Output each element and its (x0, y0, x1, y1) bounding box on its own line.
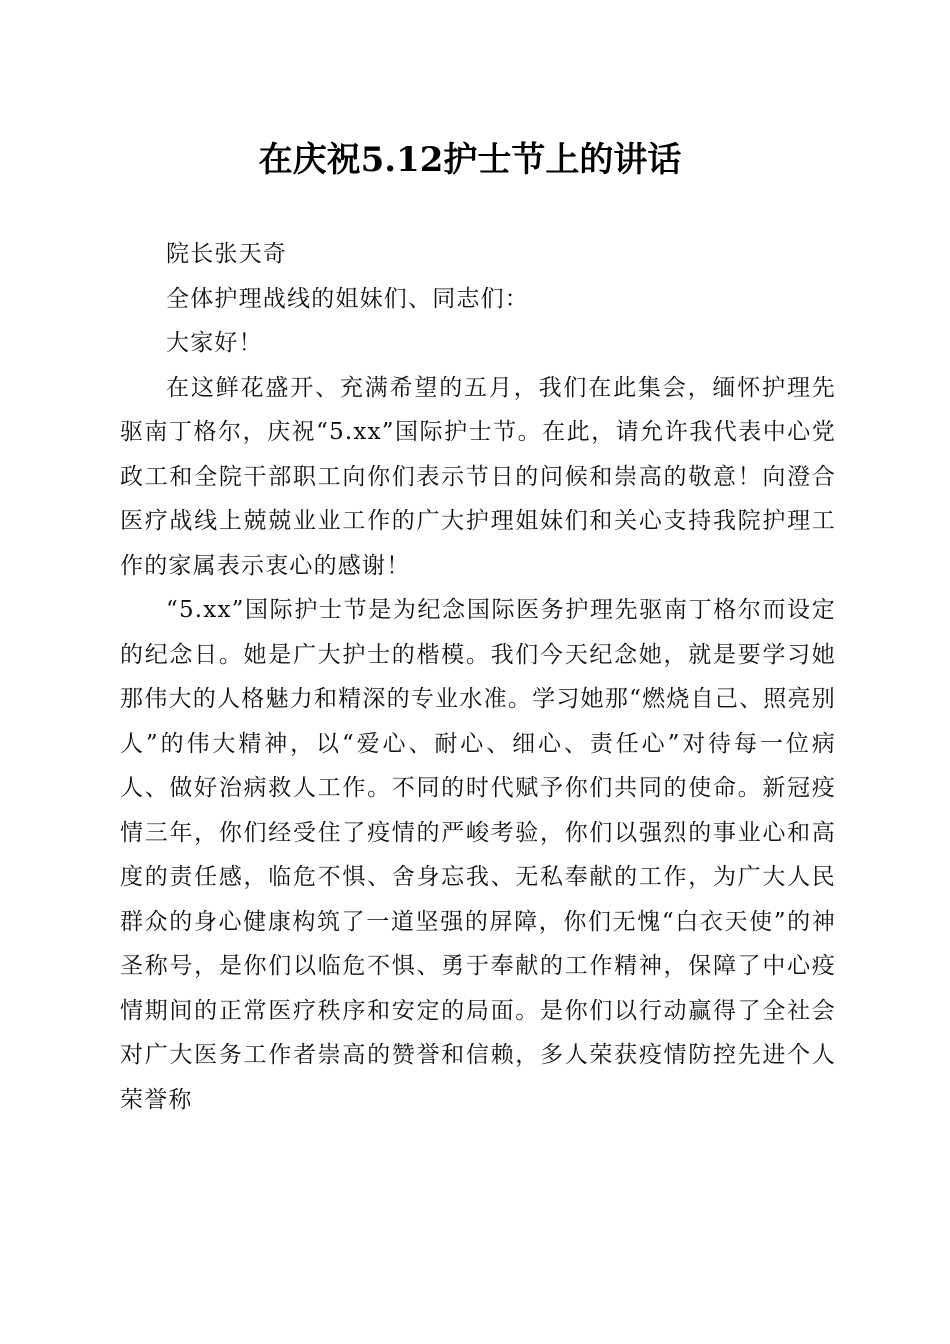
greeting-line: 大家好！ (166, 330, 263, 356)
page-title: 在庆祝5.12护士节上的讲话 (258, 140, 682, 180)
body-paragraph: “5.xx”国际护士节是为纪念国际医务护理先驱南丁格尔而设定的纪念日。她是广大护士的楷模。我们今天纪念她，就是要学习她那伟大的人格魅力和精深的专业水准。学习她那“燃烧自己、照亮别人”的伟大精神，以“爱心、耐心、细心、责任心”对待每一位病人、做好治病救人工作。不同的时代赋予你们共同的使命。新冠疫情三年，你们经受住了疫情的严峻考验，你们以强烈的事业心和高度的责任感，临危不惧、舍身忘我、无私奉献的工作，为广大人民群众的身心健康构筑了一道坚强的屏障，你们无愧“白衣天使”的神圣称号，是你们以临危不惧、勇于奉献的工作精神，保障了中心疫情期间的正常医疗秩序和安定的局面。是你们以行动赢得了全社会对广大医务工作者崇高的赞誉和信赖，多人荣获疫情防控先进个人荣誉称 (120, 597, 836, 1113)
salutation-line: 全体护理战线的姐妹们、同志们： (166, 285, 529, 312)
document-body (120, 232, 836, 1122)
speaker-line: 院长张天奇 (166, 241, 287, 267)
body-paragraph: 在这鲜花盛开、充满希望的五月，我们在此集会，缅怀护理先驱南丁格尔，庆祝“5.xx”国际护士节。在此，请允许我代表中心党政工和全院干部职工向你们表示节日的问候和崇高的敬意！向澄合医疗战线上兢兢业业工作的广大护理姐妹们和关心支持我院护理工作的家属表示衷心的感谢！ (120, 374, 836, 579)
